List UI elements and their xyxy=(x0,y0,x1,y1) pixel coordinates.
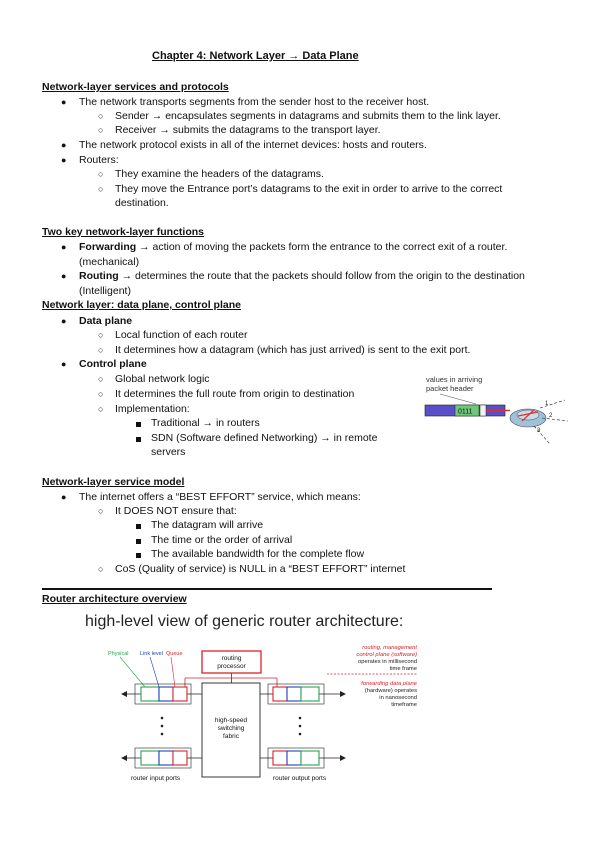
bullet-dot: ● xyxy=(61,97,67,107)
list-item: They move the Entrance port’s datagrams to the exit in order to arrive to the correct xyxy=(115,183,503,195)
fabric-label-1: high-speed xyxy=(214,717,248,724)
legend-line-queue xyxy=(171,657,175,687)
list-item: The internet offers a “BEST EFFORT” service, which means: xyxy=(79,491,361,503)
data-plane-note-2: (hardware) operates xyxy=(364,688,417,694)
list-item-continuation: (mechanical) xyxy=(79,256,140,268)
section-heading-planes: Network layer: data plane, control plane xyxy=(42,299,241,311)
legend-line-link xyxy=(150,657,159,687)
figure-title: high-level view of generic router architecture: xyxy=(85,613,404,630)
bullet-circle: ○ xyxy=(98,111,104,121)
ellipsis-dot xyxy=(161,717,164,720)
data-plane-note-1: forwarding data plane xyxy=(361,681,417,687)
section-heading-service-model: Network-layer service model xyxy=(42,476,185,488)
control-plane-note-4: time frame xyxy=(389,666,417,672)
output-port-link xyxy=(287,687,301,701)
section-heading-functions: Two key network-layer functions xyxy=(42,226,205,238)
bullet-circle: ○ xyxy=(98,404,104,414)
port-number-3: 3 xyxy=(537,428,541,434)
list-item xyxy=(79,270,525,283)
packet-bits: 0111 xyxy=(458,408,473,416)
input-port-queue xyxy=(173,751,187,765)
term-routing: Routing xyxy=(79,270,119,282)
fabric-label-3: fabric xyxy=(223,733,239,740)
bullet-circle: ○ xyxy=(98,345,104,355)
input-port-queue xyxy=(173,687,187,701)
list-item: Implementation: xyxy=(115,403,190,415)
output-port-queue xyxy=(273,751,287,765)
page-title: Chapter 4: Network Layer → Data Plane xyxy=(152,50,359,62)
list-item: It DOES NOT ensure that: xyxy=(115,505,237,517)
input-arrow-bottom xyxy=(121,755,127,761)
bullet-dot: ● xyxy=(61,242,67,252)
out-link-1 xyxy=(540,400,565,408)
bullet-dot: ● xyxy=(61,359,67,369)
input-port-physical xyxy=(141,751,159,765)
input-port-physical xyxy=(141,687,159,701)
input-arrow-top xyxy=(121,691,127,697)
list-item: The time or the order of arrival xyxy=(151,534,293,546)
bullet-circle: ○ xyxy=(98,506,104,516)
data-plane-note-3: in nanosecond xyxy=(379,695,417,701)
term-routing-text: → determines the route that the packets should follow from the origin to the destination xyxy=(118,270,525,282)
forwarding-figure xyxy=(420,374,570,448)
list-item: Global network logic xyxy=(115,373,210,385)
legend-link: Link level xyxy=(140,651,163,657)
port-number-1: 1 xyxy=(545,401,549,407)
list-item: The datagram will arrive xyxy=(151,519,264,531)
router-architecture-diagram xyxy=(105,638,425,788)
data-plane-note-4: timeframe xyxy=(391,702,417,708)
horizontal-rule xyxy=(42,588,492,590)
routing-processor-label-2: processor xyxy=(217,663,246,670)
list-item: It determines the full route from origin to destination xyxy=(115,388,355,400)
list-item: It determines how a datagram (which has just arrived) is sent to the exit port. xyxy=(115,344,471,356)
figure-label-2: packet header xyxy=(426,384,474,393)
figure-pointer-line xyxy=(440,394,476,404)
ellipsis-dot xyxy=(161,725,164,728)
input-ports-label: router input ports xyxy=(131,775,181,782)
bullet-circle: ○ xyxy=(98,184,104,194)
term-forwarding-text: → action of moving the packets form the entrance to the correct exit of a router. xyxy=(136,241,508,253)
bullet-dot: ● xyxy=(61,271,67,281)
bullet-circle: ○ xyxy=(98,330,104,340)
figure-label-1: values in arriving xyxy=(426,375,483,384)
bullet-dot: ● xyxy=(61,140,67,150)
bullet-dot: ● xyxy=(61,155,67,165)
control-plane-note-3: operates in millisecond xyxy=(358,659,417,665)
section-heading-router-architecture: Router architecture overview xyxy=(42,593,187,605)
output-port-physical xyxy=(301,751,319,765)
packet-segment xyxy=(480,405,486,416)
bullet-square xyxy=(136,422,141,427)
list-item: The network transports segments from the sender host to the receiver host. xyxy=(79,96,430,108)
ellipsis-dot xyxy=(161,733,164,736)
bullet-circle: ○ xyxy=(98,374,104,384)
bullet-circle: ○ xyxy=(98,169,104,179)
bullet-circle: ○ xyxy=(98,389,104,399)
legend-line-physical xyxy=(120,657,145,687)
list-item: SDN (Software defined Networking) → in remote xyxy=(151,432,378,444)
bullet-circle: ○ xyxy=(98,564,104,574)
port-number-2: 2 xyxy=(549,413,553,419)
ellipsis-dot xyxy=(299,717,302,720)
ellipsis-dot xyxy=(299,733,302,736)
legend-queue: Queue xyxy=(166,651,183,657)
bullet-dot: ● xyxy=(61,492,67,502)
list-item: Receiver → submits the datagrams to the transport layer. xyxy=(115,124,381,136)
bullet-square xyxy=(136,437,141,442)
control-plane-note-2: control plane (software) xyxy=(356,652,417,658)
term-data-plane: Data plane xyxy=(79,315,133,327)
legend-physical: Physical xyxy=(108,651,129,657)
list-item: The network protocol exists in all of the internet devices: hosts and routers. xyxy=(79,139,427,151)
bullet-square xyxy=(136,553,141,558)
list-item: CoS (Quality of service) is NULL in a “BEST EFFORT” internet xyxy=(115,563,406,575)
term-forwarding: Forwarding xyxy=(79,241,137,253)
output-port-link xyxy=(287,751,301,765)
list-item: Sender → encapsulates segments in datagrams and submits them to the link layer. xyxy=(115,110,501,122)
bullet-dot: ● xyxy=(61,316,67,326)
bullet-square xyxy=(136,524,141,529)
bullet-circle: ○ xyxy=(98,125,104,135)
output-arrow-top xyxy=(340,691,346,697)
input-port-link xyxy=(159,687,173,701)
output-port-queue xyxy=(273,687,287,701)
input-port-link xyxy=(159,751,173,765)
bullet-square xyxy=(136,539,141,544)
ellipsis-dot xyxy=(299,725,302,728)
fabric-label-2: switching xyxy=(217,725,245,732)
list-item: Traditional → in routers xyxy=(151,417,260,429)
list-item: Routers: xyxy=(79,154,119,166)
list-item: Local function of each router xyxy=(115,329,248,341)
output-port-physical xyxy=(301,687,319,701)
list-item: The available bandwidth for the complete flow xyxy=(151,548,365,560)
output-arrow-bottom xyxy=(340,755,346,761)
list-item xyxy=(79,241,507,254)
term-control-plane: Control plane xyxy=(79,358,147,370)
control-plane-note-1: routing, management xyxy=(362,645,417,651)
section-heading-services: Network-layer services and protocols xyxy=(42,81,229,93)
list-item: They examine the headers of the datagrams. xyxy=(115,168,324,180)
routing-processor-label-1: routing xyxy=(221,655,242,662)
list-item-continuation: servers xyxy=(151,446,186,458)
output-ports-label: router output ports xyxy=(273,775,327,782)
list-item-continuation: destination. xyxy=(115,197,169,209)
list-item-continuation: (Intelligent) xyxy=(79,285,131,297)
